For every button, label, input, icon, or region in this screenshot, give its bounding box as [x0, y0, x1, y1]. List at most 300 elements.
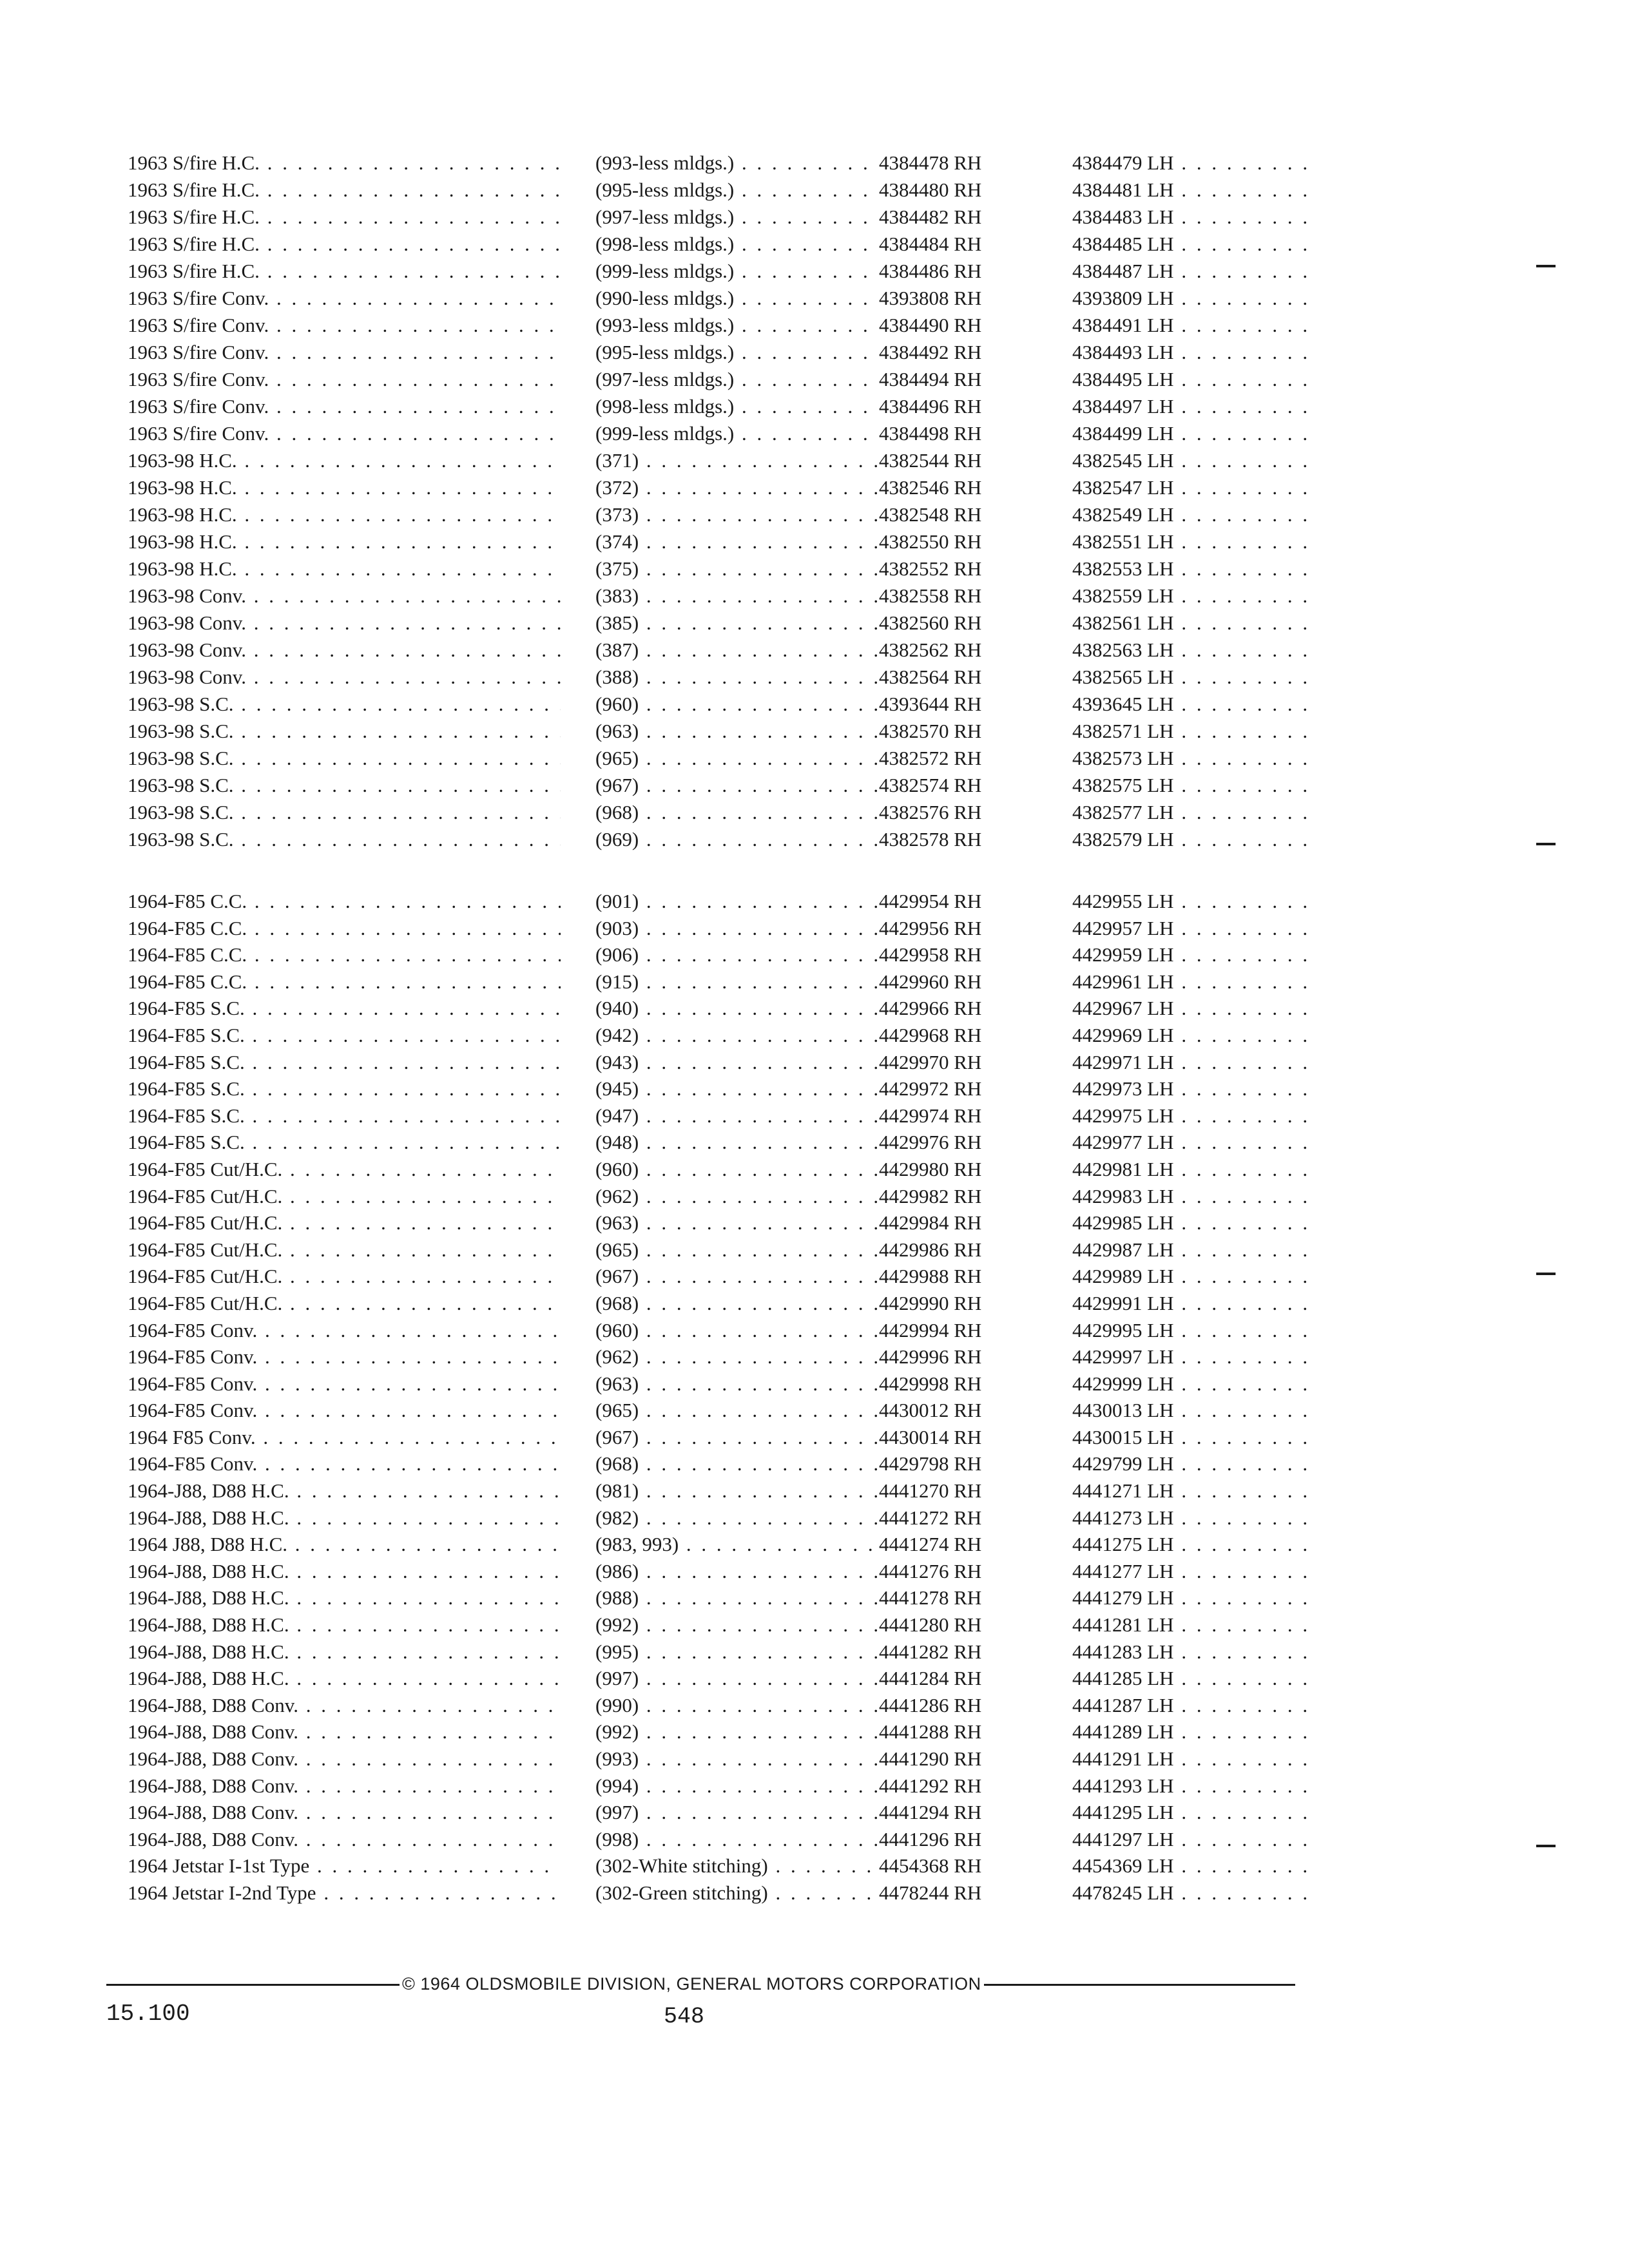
- model-cell: 1963 S/fire H.C. . . .: [128, 204, 561, 231]
- section-code: 15.100: [106, 2001, 190, 2027]
- table-row: [0, 366, 1629, 393]
- model-cell: 1964-F85 S.C. . . .: [128, 1075, 561, 1102]
- trim-code-cell: (990) . . .: [595, 1692, 879, 1719]
- rh-part-number: 4429798 RH: [879, 1452, 982, 1475]
- rh-part-number: 4429956 RH: [879, 916, 982, 939]
- table-row: [0, 1263, 1629, 1290]
- model-cell: 1964-J88, D88 H.C. . . .: [128, 1477, 561, 1504]
- model-cell: 1963 S/fire H.C. . . .: [128, 231, 561, 258]
- model-cell: 1964 J88, D88 H.C. . . .: [128, 1531, 561, 1558]
- table-row: [0, 1183, 1629, 1210]
- rh-part-number: 4382550 RH: [879, 530, 982, 553]
- lh-part-number: 4441281 LH . . .: [1072, 1611, 1317, 1639]
- table-row: [0, 285, 1629, 312]
- table-row: [0, 610, 1629, 637]
- trim-code-cell: (997-less mldgs.) . . .: [595, 204, 879, 231]
- margin-mark: [1536, 1273, 1556, 1275]
- rh-part-number: 4429958 RH: [879, 943, 982, 966]
- table-row: [0, 691, 1629, 718]
- model-cell: 1963-98 H.C. . . .: [128, 528, 561, 555]
- trim-code-cell: (992) . . .: [595, 1611, 879, 1639]
- table-row: [0, 1370, 1629, 1398]
- model-cell: 1963 S/fire H.C. . . .: [128, 177, 561, 204]
- trim-code-cell: (373) . . .: [595, 501, 879, 528]
- table-row: [0, 745, 1629, 772]
- lh-part-number: 4384485 LH . . .: [1072, 231, 1317, 258]
- rh-part-number: 4441276 RH: [879, 1559, 982, 1582]
- lh-part-number: 4478245 LH . . .: [1072, 1879, 1317, 1907]
- lh-part-number: 4382549 LH . . .: [1072, 501, 1317, 528]
- lh-part-number: 4382577 LH . . .: [1072, 799, 1317, 826]
- lh-part-number: 4384483 LH . . .: [1072, 204, 1317, 231]
- trim-code-cell: (999-less mldgs.) . . .: [595, 420, 879, 447]
- model-cell: 1964-F85 Conv. . . .: [128, 1450, 561, 1477]
- rh-part-number: 4429966 RH: [879, 997, 982, 1020]
- lh-part-number: 4441273 LH . . .: [1072, 1504, 1317, 1532]
- lh-part-number: 4441275 LH . . .: [1072, 1531, 1317, 1558]
- model-cell: 1964-J88, D88 H.C. . . .: [128, 1611, 561, 1639]
- model-cell: 1964 Jetstar I-1st Type . . .: [128, 1852, 561, 1879]
- model-cell: 1964-F85 S.C. . . .: [128, 1102, 561, 1129]
- trim-code-cell: (983, 993) . . .: [595, 1531, 879, 1558]
- model-cell: 1963-98 S.C. . . .: [128, 745, 561, 772]
- table-row: [0, 1236, 1629, 1264]
- lh-part-number: 4429955 LH . . .: [1072, 888, 1317, 915]
- parts-list-1964: [0, 888, 1629, 1907]
- table-row: [0, 664, 1629, 691]
- lh-part-number: 4384481 LH . . .: [1072, 177, 1317, 204]
- table-row: [0, 995, 1629, 1022]
- rh-part-number: 4382574 RH: [879, 774, 982, 796]
- rh-part-number: 4384498 RH: [879, 422, 982, 445]
- model-cell: 1964 F85 Conv. . . .: [128, 1424, 561, 1451]
- table-row: [0, 1718, 1629, 1745]
- rh-part-number: 4382576 RH: [879, 801, 982, 823]
- trim-code-cell: (965) . . .: [595, 745, 879, 772]
- trim-code-cell: (992) . . .: [595, 1718, 879, 1745]
- trim-code-cell: (986) . . .: [595, 1558, 879, 1585]
- model-cell: 1964-F85 Cut/H.C. . . .: [128, 1263, 561, 1290]
- model-cell: 1964-F85 S.C. . . .: [128, 995, 561, 1022]
- rh-part-number: 4393644 RH: [879, 693, 982, 715]
- lh-part-number: 4441277 LH . . .: [1072, 1558, 1317, 1585]
- rh-part-number: 4429982 RH: [879, 1184, 982, 1207]
- table-row: [0, 258, 1629, 285]
- trim-code-cell: (997) . . .: [595, 1665, 879, 1692]
- rh-part-number: 4478244 RH: [879, 1881, 982, 1904]
- lh-part-number: 4429973 LH . . .: [1072, 1075, 1317, 1102]
- model-cell: 1964-F85 Cut/H.C. . . .: [128, 1156, 561, 1183]
- model-cell: 1963-98 Conv. . . .: [128, 637, 561, 664]
- rh-part-number: 4382552 RH: [879, 557, 982, 580]
- model-cell: 1963-98 S.C. . . .: [128, 799, 561, 826]
- table-row: [0, 1290, 1629, 1317]
- lh-part-number: 4429985 LH . . .: [1072, 1209, 1317, 1236]
- lh-part-number: 4441285 LH . . .: [1072, 1665, 1317, 1692]
- trim-code-cell: (965) . . .: [595, 1397, 879, 1424]
- table-row: [0, 1773, 1629, 1800]
- model-cell: 1963 S/fire H.C. . . .: [128, 258, 561, 285]
- rh-part-number: 4382578 RH: [879, 828, 982, 850]
- rh-part-number: 4382564 RH: [879, 666, 982, 688]
- lh-part-number: 4429961 LH . . .: [1072, 968, 1317, 995]
- table-row: [0, 1852, 1629, 1879]
- lh-part-number: 4393809 LH . . .: [1072, 285, 1317, 312]
- trim-code-cell: (903) . . .: [595, 915, 879, 942]
- table-row: [0, 1611, 1629, 1639]
- trim-code-cell: (969) . . .: [595, 826, 879, 853]
- model-cell: 1964-J88, D88 Conv. . . .: [128, 1692, 561, 1719]
- model-cell: 1964-F85 C.C. . . .: [128, 888, 561, 915]
- lh-part-number: 4382551 LH . . .: [1072, 528, 1317, 555]
- rh-part-number: 4441290 RH: [879, 1747, 982, 1770]
- trim-code-cell: (942) . . .: [595, 1022, 879, 1049]
- table-row: [0, 1665, 1629, 1692]
- rh-part-number: 4429986 RH: [879, 1238, 982, 1261]
- rh-part-number: 4384484 RH: [879, 233, 982, 255]
- rh-part-number: 4429980 RH: [879, 1157, 982, 1180]
- lh-part-number: 4441293 LH . . .: [1072, 1773, 1317, 1800]
- trim-code-cell: (387) . . .: [595, 637, 879, 664]
- model-cell: 1964-J88, D88 H.C. . . .: [128, 1558, 561, 1585]
- lh-part-number: 4429967 LH . . .: [1072, 995, 1317, 1022]
- model-cell: 1964-F85 Cut/H.C. . . .: [128, 1290, 561, 1317]
- parts-list-1963: [0, 149, 1629, 853]
- rh-part-number: 4393808 RH: [879, 287, 982, 309]
- model-cell: 1964-F85 C.C. . . .: [128, 968, 561, 995]
- trim-code-cell: (995-less mldgs.) . . .: [595, 177, 879, 204]
- trim-code-cell: (998-less mldgs.) . . .: [595, 393, 879, 420]
- table-row: [0, 826, 1629, 853]
- table-row: [0, 312, 1629, 339]
- trim-code-cell: (962) . . .: [595, 1343, 879, 1370]
- trim-code-cell: (960) . . .: [595, 691, 879, 718]
- rh-part-number: 4430014 RH: [879, 1425, 982, 1448]
- lh-part-number: 4429991 LH . . .: [1072, 1290, 1317, 1317]
- lh-part-number: 4382573 LH . . .: [1072, 745, 1317, 772]
- rh-part-number: 4382544 RH: [879, 449, 982, 472]
- model-cell: 1963-98 S.C. . . .: [128, 718, 561, 745]
- lh-part-number: 4429977 LH . . .: [1072, 1129, 1317, 1156]
- table-row: [0, 1826, 1629, 1853]
- rh-part-number: 4382572 RH: [879, 747, 982, 769]
- trim-code-cell: (995) . . .: [595, 1639, 879, 1666]
- table-row: [0, 1022, 1629, 1049]
- rh-part-number: 4429954 RH: [879, 890, 982, 912]
- table-row: [0, 1317, 1629, 1344]
- trim-code-cell: (383) . . .: [595, 582, 879, 610]
- model-cell: 1963-98 S.C. . . .: [128, 826, 561, 853]
- rh-part-number: 4382558 RH: [879, 584, 982, 607]
- rh-part-number: 4454368 RH: [879, 1854, 982, 1878]
- rh-part-number: 4384494 RH: [879, 368, 982, 390]
- model-cell: 1964-J88, D88 H.C. . . .: [128, 1584, 561, 1611]
- rh-part-number: 4382570 RH: [879, 720, 982, 742]
- table-row: [0, 1424, 1629, 1451]
- lh-part-number: 4384493 LH . . .: [1072, 339, 1317, 366]
- trim-code-cell: (940) . . .: [595, 995, 879, 1022]
- lh-part-number: 4384495 LH . . .: [1072, 366, 1317, 393]
- model-cell: 1963 S/fire Conv. . . .: [128, 285, 561, 312]
- lh-part-number: 4382545 LH . . .: [1072, 447, 1317, 474]
- model-cell: 1964-F85 Cut/H.C. . . .: [128, 1236, 561, 1264]
- lh-part-number: 4429987 LH . . .: [1072, 1236, 1317, 1264]
- trim-code-cell: (943) . . .: [595, 1049, 879, 1076]
- model-cell: 1963-98 Conv. . . .: [128, 582, 561, 610]
- lh-part-number: 4441279 LH . . .: [1072, 1584, 1317, 1611]
- rh-part-number: 4429972 RH: [879, 1077, 982, 1100]
- table-row: [0, 1450, 1629, 1477]
- rh-part-number: 4384496 RH: [879, 395, 982, 418]
- table-row: [0, 231, 1629, 258]
- trim-code-cell: (372) . . .: [595, 474, 879, 501]
- rh-part-number: 4429960 RH: [879, 970, 982, 993]
- lh-part-number: 4382559 LH . . .: [1072, 582, 1317, 610]
- table-row: [0, 528, 1629, 555]
- trim-code-cell: (968) . . .: [595, 1450, 879, 1477]
- rh-part-number: 4384480 RH: [879, 178, 982, 201]
- lh-part-number: 4441287 LH . . .: [1072, 1692, 1317, 1719]
- table-row: [0, 941, 1629, 968]
- model-cell: 1963 S/fire Conv. . . .: [128, 366, 561, 393]
- rh-part-number: 4429996 RH: [879, 1345, 982, 1369]
- trim-code-cell: (967) . . .: [595, 1424, 879, 1451]
- margin-mark: [1536, 843, 1556, 845]
- lh-part-number: 4429989 LH . . .: [1072, 1263, 1317, 1290]
- rh-part-number: 4441294 RH: [879, 1801, 982, 1824]
- trim-code-cell: (385) . . .: [595, 610, 879, 637]
- lh-part-number: 4429975 LH . . .: [1072, 1102, 1317, 1129]
- trim-code-cell: (962) . . .: [595, 1183, 879, 1210]
- trim-code-cell: (982) . . .: [595, 1504, 879, 1532]
- trim-code-cell: (995-less mldgs.) . . .: [595, 339, 879, 366]
- model-cell: 1964-J88, D88 H.C. . . .: [128, 1665, 561, 1692]
- table-row: [0, 718, 1629, 745]
- trim-code-cell: (998) . . .: [595, 1826, 879, 1853]
- trim-code-cell: (968) . . .: [595, 1290, 879, 1317]
- lh-part-number: 4441271 LH . . .: [1072, 1477, 1317, 1504]
- trim-code-cell: (371) . . .: [595, 447, 879, 474]
- table-row: [0, 1504, 1629, 1532]
- rh-part-number: 4384490 RH: [879, 314, 982, 336]
- table-row: [0, 1531, 1629, 1558]
- lh-part-number: 4429995 LH . . .: [1072, 1317, 1317, 1344]
- table-row: [0, 204, 1629, 231]
- table-row: [0, 1209, 1629, 1236]
- trim-code-cell: (375) . . .: [595, 555, 879, 582]
- lh-part-number: 4384479 LH . . .: [1072, 149, 1317, 177]
- table-row: [0, 420, 1629, 447]
- trim-code-cell: (997-less mldgs.) . . .: [595, 366, 879, 393]
- trim-code-cell: (967) . . .: [595, 1263, 879, 1290]
- rh-part-number: 4441272 RH: [879, 1506, 982, 1529]
- rh-part-number: 4441296 RH: [879, 1827, 982, 1850]
- trim-code-cell: (901) . . .: [595, 888, 879, 915]
- table-row: [0, 1558, 1629, 1585]
- copyright-notice: © 1964 OLDSMOBILE DIVISION, GENERAL MOTORS CORPORATION: [400, 1973, 984, 1995]
- lh-part-number: 4393645 LH . . .: [1072, 691, 1317, 718]
- model-cell: 1963-98 H.C. . . .: [128, 447, 561, 474]
- table-row: [0, 799, 1629, 826]
- margin-mark: [1536, 1845, 1556, 1847]
- trim-code-cell: (988) . . .: [595, 1584, 879, 1611]
- table-row: [0, 1745, 1629, 1773]
- rh-part-number: 4441278 RH: [879, 1586, 982, 1610]
- model-cell: 1963 S/fire Conv. . . .: [128, 339, 561, 366]
- table-row: [0, 1692, 1629, 1719]
- trim-code-cell: (993-less mldgs.) . . .: [595, 149, 879, 177]
- trim-code-cell: (967) . . .: [595, 772, 879, 799]
- model-cell: 1964-F85 C.C. . . .: [128, 941, 561, 968]
- lh-part-number: 4382547 LH . . .: [1072, 474, 1317, 501]
- lh-part-number: 4441297 LH . . .: [1072, 1826, 1317, 1853]
- model-cell: 1964-F85 Conv. . . .: [128, 1370, 561, 1398]
- table-row: [0, 1156, 1629, 1183]
- trim-code-cell: (990-less mldgs.) . . .: [595, 285, 879, 312]
- rh-part-number: 4441270 RH: [879, 1479, 982, 1503]
- trim-code-cell: (998-less mldgs.) . . .: [595, 231, 879, 258]
- lh-part-number: 4429981 LH . . .: [1072, 1156, 1317, 1183]
- table-row: [0, 555, 1629, 582]
- trim-code-cell: (948) . . .: [595, 1129, 879, 1156]
- model-cell: 1964-F85 Cut/H.C. . . .: [128, 1183, 561, 1210]
- table-row: [0, 1639, 1629, 1666]
- table-row: [0, 1075, 1629, 1102]
- model-cell: 1964-F85 S.C. . . .: [128, 1129, 561, 1156]
- rh-part-number: 4441292 RH: [879, 1774, 982, 1797]
- model-cell: 1964-F85 S.C. . . .: [128, 1022, 561, 1049]
- table-row: [0, 447, 1629, 474]
- model-cell: 1963 S/fire Conv. . . .: [128, 393, 561, 420]
- lh-part-number: 4430015 LH . . .: [1072, 1424, 1317, 1451]
- trim-code-cell: (993) . . .: [595, 1745, 879, 1773]
- rh-part-number: 4384478 RH: [879, 151, 982, 174]
- model-cell: 1964-F85 Conv. . . .: [128, 1397, 561, 1424]
- trim-code-cell: (960) . . .: [595, 1156, 879, 1183]
- rh-part-number: 4441284 RH: [879, 1667, 982, 1690]
- table-row: [0, 1397, 1629, 1424]
- table-row: [0, 772, 1629, 799]
- lh-part-number: 4384499 LH . . .: [1072, 420, 1317, 447]
- model-cell: 1963-98 Conv. . . .: [128, 664, 561, 691]
- model-cell: 1963-98 H.C. . . .: [128, 555, 561, 582]
- trim-code-cell: (906) . . .: [595, 941, 879, 968]
- lh-part-number: 4382561 LH . . .: [1072, 610, 1317, 637]
- trim-code-cell: (963) . . .: [595, 1209, 879, 1236]
- lh-part-number: 4430013 LH . . .: [1072, 1397, 1317, 1424]
- model-cell: 1963-98 H.C. . . .: [128, 474, 561, 501]
- lh-part-number: 4429959 LH . . .: [1072, 941, 1317, 968]
- lh-part-number: 4441283 LH . . .: [1072, 1639, 1317, 1666]
- lh-part-number: 4382563 LH . . .: [1072, 637, 1317, 664]
- lh-part-number: 4382571 LH . . .: [1072, 718, 1317, 745]
- lh-part-number: 4384497 LH . . .: [1072, 393, 1317, 420]
- lh-part-number: 4441295 LH . . .: [1072, 1799, 1317, 1826]
- model-cell: 1963 S/fire H.C. . . .: [128, 149, 561, 177]
- rh-part-number: 4429984 RH: [879, 1211, 982, 1235]
- rh-part-number: 4429990 RH: [879, 1291, 982, 1314]
- table-row: [0, 888, 1629, 915]
- trim-code-cell: (968) . . .: [595, 799, 879, 826]
- trim-code-cell: (994) . . .: [595, 1773, 879, 1800]
- rh-part-number: 4382548 RH: [879, 503, 982, 526]
- table-row: [0, 1584, 1629, 1611]
- table-row: [0, 177, 1629, 204]
- page-number: 548: [664, 2004, 705, 2030]
- lh-part-number: 4429971 LH . . .: [1072, 1049, 1317, 1076]
- rh-part-number: 4429988 RH: [879, 1265, 982, 1288]
- table-row: [0, 1049, 1629, 1076]
- trim-code-cell: (997) . . .: [595, 1799, 879, 1826]
- model-cell: 1964-F85 C.C. . . .: [128, 915, 561, 942]
- trim-code-cell: (945) . . .: [595, 1075, 879, 1102]
- rh-part-number: 4429994 RH: [879, 1318, 982, 1341]
- rh-part-number: 4441286 RH: [879, 1693, 982, 1716]
- model-cell: 1963-98 Conv. . . .: [128, 610, 561, 637]
- model-cell: 1963-98 H.C. . . .: [128, 501, 561, 528]
- table-row: [0, 393, 1629, 420]
- model-cell: 1964-F85 Cut/H.C. . . .: [128, 1209, 561, 1236]
- rh-part-number: 4441274 RH: [879, 1533, 982, 1556]
- lh-part-number: 4382575 LH . . .: [1072, 772, 1317, 799]
- rh-part-number: 4429970 RH: [879, 1050, 982, 1073]
- rh-part-number: 4384486 RH: [879, 260, 982, 282]
- table-row: [0, 339, 1629, 366]
- trim-code-cell: (388) . . .: [595, 664, 879, 691]
- lh-part-number: 4441291 LH . . .: [1072, 1745, 1317, 1773]
- model-cell: 1964-J88, D88 Conv. . . .: [128, 1826, 561, 1853]
- model-cell: 1964-J88, D88 Conv. . . .: [128, 1773, 561, 1800]
- model-cell: 1964-J88, D88 H.C. . . .: [128, 1504, 561, 1532]
- table-row: [0, 582, 1629, 610]
- model-cell: 1964-F85 S.C. . . .: [128, 1049, 561, 1076]
- model-cell: 1964 Jetstar I-2nd Type . . .: [128, 1879, 561, 1907]
- rh-part-number: 4384482 RH: [879, 206, 982, 228]
- rh-part-number: 4382562 RH: [879, 639, 982, 661]
- trim-code-cell: (981) . . .: [595, 1477, 879, 1504]
- model-cell: 1964-J88, D88 Conv. . . .: [128, 1799, 561, 1826]
- table-row: [0, 637, 1629, 664]
- table-row: [0, 1343, 1629, 1370]
- lh-part-number: 4429957 LH . . .: [1072, 915, 1317, 942]
- rh-part-number: 4382560 RH: [879, 611, 982, 634]
- model-cell: 1964-F85 Conv. . . .: [128, 1343, 561, 1370]
- table-row: [0, 915, 1629, 942]
- model-cell: 1963 S/fire Conv. . . .: [128, 420, 561, 447]
- lh-part-number: 4384491 LH . . .: [1072, 312, 1317, 339]
- rh-part-number: 4384492 RH: [879, 341, 982, 363]
- model-cell: 1963 S/fire Conv. . . .: [128, 312, 561, 339]
- trim-code-cell: (302-White stitching) . . .: [595, 1852, 879, 1879]
- trim-code-cell: (993-less mldgs.) . . .: [595, 312, 879, 339]
- rh-part-number: 4441288 RH: [879, 1720, 982, 1744]
- model-cell: 1964-J88, D88 Conv. . . .: [128, 1718, 561, 1745]
- trim-code-cell: (963) . . .: [595, 718, 879, 745]
- lh-part-number: 4429969 LH . . .: [1072, 1022, 1317, 1049]
- lh-part-number: 4441289 LH . . .: [1072, 1718, 1317, 1745]
- trim-code-cell: (947) . . .: [595, 1102, 879, 1129]
- margin-mark: [1536, 265, 1556, 267]
- trim-code-cell: (374) . . .: [595, 528, 879, 555]
- lh-part-number: 4429799 LH . . .: [1072, 1450, 1317, 1477]
- trim-code-cell: (963) . . .: [595, 1370, 879, 1398]
- lh-part-number: 4382553 LH . . .: [1072, 555, 1317, 582]
- trim-code-cell: (999-less mldgs.) . . .: [595, 258, 879, 285]
- table-row: [0, 474, 1629, 501]
- lh-part-number: 4429999 LH . . .: [1072, 1370, 1317, 1398]
- trim-code-cell: (965) . . .: [595, 1236, 879, 1264]
- model-cell: 1964-J88, D88 Conv. . . .: [128, 1745, 561, 1773]
